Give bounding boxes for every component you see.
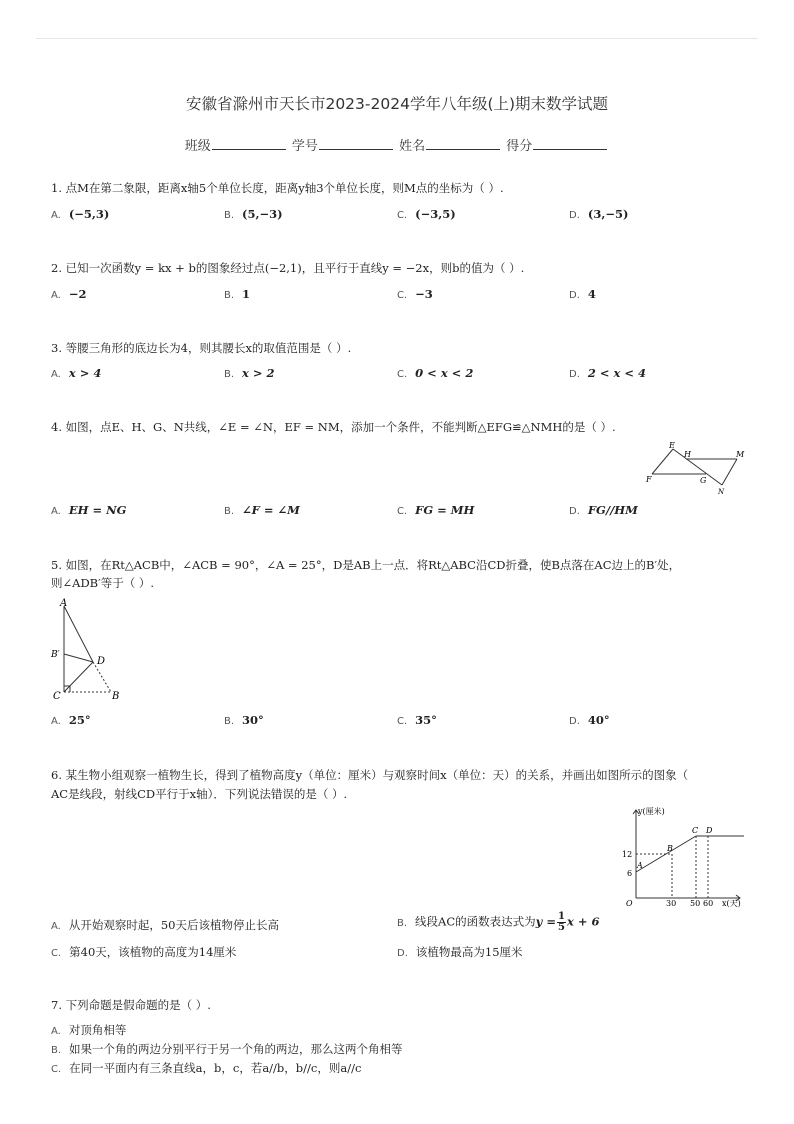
q5-option-b[interactable]: B. 30° [224, 713, 264, 727]
q7-option-b[interactable]: B. 如果一个角的两边分别平行于另一个角的两边，那么这两个角相等 [51, 1042, 403, 1056]
q4-option-b[interactable]: B. ∠F = ∠M [224, 503, 300, 517]
label-n: N [718, 488, 725, 496]
origin-label: O [626, 899, 633, 908]
name-blank[interactable] [426, 137, 500, 150]
q4-option-c[interactable]: C. FG = MH [397, 503, 475, 517]
label-c: C [53, 691, 61, 702]
x-tick-30: 30 [666, 899, 677, 908]
label-a: A [60, 598, 68, 609]
segment-ad [64, 606, 93, 662]
score-blank[interactable] [533, 137, 607, 150]
label-e: E [669, 441, 675, 450]
q3-option-a[interactable]: A. x > 4 [51, 366, 102, 380]
x-tick-50: 50 [690, 899, 701, 908]
q5-stem-line2: 则∠ADB′等于（ ）. [51, 576, 155, 590]
q6-growth-graph [618, 802, 746, 910]
q1-option-c[interactable]: C. (−3,5) [397, 207, 456, 221]
class-label: 班级 [184, 139, 211, 154]
segment-b-prime-d [64, 654, 93, 662]
q3-option-b[interactable]: B. x > 2 [224, 366, 275, 380]
q6-option-a[interactable]: A. 从开始观察时起，50天后该植物停止长高 [51, 918, 279, 932]
q6-stem-line2: AC是线段，射线CD平行于x轴）．下列说法错误的是（ ）. [51, 787, 348, 801]
q7-option-c[interactable]: C. 在同一平面内有三条直线a，b，c，若a//b，b//c，则a//c [51, 1061, 362, 1075]
q2-stem: 2. 已知一次函数y = kx + b的图象经过点(−2,1)，且平行于直线y = −2x，则b的值为（ ）. [51, 261, 525, 275]
q5-option-c[interactable]: C. 35° [397, 713, 437, 727]
q6-option-c[interactable]: C. 第40天，该植物的高度为14厘米 [51, 945, 237, 959]
label-b: B [112, 691, 120, 702]
q7-stem: 7. 下列命题是假命题的是（ ）. [51, 998, 211, 1012]
class-blank[interactable] [212, 137, 286, 150]
q4-figure [640, 440, 752, 496]
q4-stem: 4. 如图，点E、H、G、N共线，∠E = ∠N，EF = NM，添加一个条件，不能判断△EFG≌△NMH的是（ ）. [51, 420, 616, 434]
student-info-fields [0, 135, 794, 154]
q2-option-a[interactable]: A. −2 [51, 287, 87, 301]
segment-mn [722, 459, 737, 485]
segment-fe [652, 449, 673, 474]
y-tick-6: 6 [627, 869, 633, 878]
point-label-d: D [706, 826, 713, 835]
fraction-one-fifth: $\frac{1}{5}$ [557, 911, 565, 933]
y-axis-label: y(厘米) [638, 807, 665, 816]
q3-stem: 3. 等腰三角形的底边长为4，则其腰长x的取值范围是（ ）. [51, 341, 352, 355]
label-f: F [646, 475, 652, 484]
q7-option-a[interactable]: A. 对顶角相等 [51, 1023, 127, 1037]
segment-cd [64, 662, 93, 692]
q3-option-c[interactable]: C. 0 < x < 2 [397, 366, 474, 380]
q5-option-a[interactable]: A. 25° [51, 713, 91, 727]
q1-stem: 1. 点M在第二象限，距离x轴5个单位长度，距离y轴3个单位长度，则M点的坐标为（ ）. [51, 181, 504, 195]
q2-option-d[interactable]: D. 4 [569, 287, 596, 301]
q6-stem-line1: 6. 某生物小组观察一植物生长，得到了植物高度y（单位：厘米）与观察时间x（单位：天）的关系，并画出如图所示的图象（ [51, 768, 689, 782]
q2-option-c[interactable]: C. −3 [397, 287, 433, 301]
q6-option-d[interactable]: D. 该植物最高为15厘米 [397, 945, 523, 959]
top-divider [36, 38, 758, 39]
q4-option-d[interactable]: D. FG//HM [569, 503, 638, 517]
score-label: 得分 [506, 139, 533, 154]
q3-option-d[interactable]: D. 2 < x < 4 [569, 366, 647, 380]
q6-option-b[interactable]: B. 线段AC的函数表达式为y = $\frac{1}{5}$ x + 6 [397, 911, 600, 933]
q5-figure [48, 596, 128, 706]
label-d: D [97, 656, 106, 667]
x-axis-label: x(天) [722, 899, 741, 908]
label-b-prime: B′ [51, 650, 60, 660]
label-h: H [684, 450, 691, 459]
q2-option-b[interactable]: B. 1 [224, 287, 251, 301]
name-label: 姓名 [399, 139, 426, 154]
q4-option-a[interactable]: A. EH = NG [51, 503, 127, 517]
q5-stem-line1: 5. 如图，在Rt△ACB中，∠ACB = 90°，∠A = 25°，D是AB上一点．将Rt△ABC沿CD折叠，使B点落在AC边上的B′处， [51, 558, 681, 572]
student-id-blank[interactable] [319, 137, 393, 150]
label-m: M [736, 450, 745, 459]
point-label-c: C [692, 826, 699, 835]
label-g: G [700, 476, 707, 485]
q5-option-d[interactable]: D. 40° [569, 713, 610, 727]
point-label-b: B [667, 844, 673, 853]
q1-option-d[interactable]: D. (3,−5) [569, 207, 629, 221]
point-label-a: A [637, 861, 643, 870]
page-title: 安徽省滁州市天长市2023-2024学年八年级(上)期末数学试题 [185, 95, 609, 113]
q1-option-a[interactable]: A. (−5,3) [51, 207, 110, 221]
segment-en [673, 449, 722, 485]
y-tick-12: 12 [622, 850, 633, 859]
student-id-label: 学号 [291, 139, 318, 154]
x-tick-60: 60 [703, 899, 714, 908]
q1-option-b[interactable]: B. (5,−3) [224, 207, 283, 221]
